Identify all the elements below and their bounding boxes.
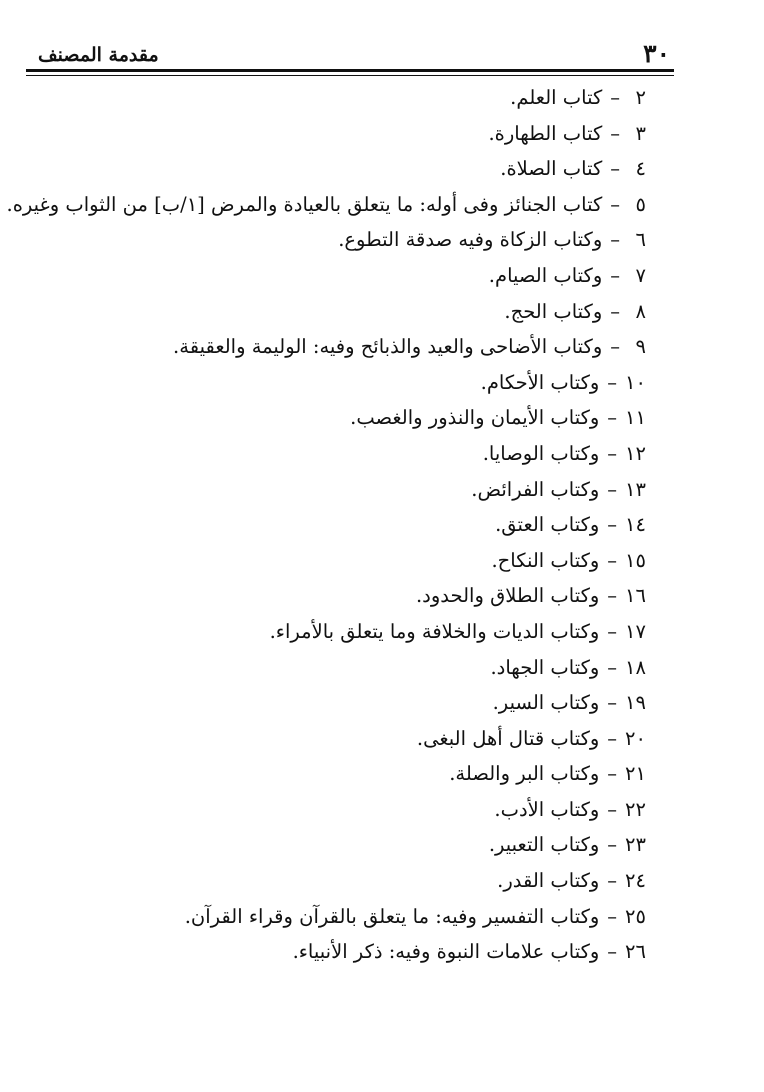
toc-item (6, 187, 646, 223)
toc-item (26, 827, 646, 863)
toc-item-number: ١١ (625, 406, 646, 430)
toc-item-text: وكتاب الجهاد. (490, 655, 600, 679)
toc-item-number: ٢٢ (625, 797, 646, 821)
page-number: ٣٠ (643, 39, 670, 68)
toc-item-number: ٢١ (625, 762, 646, 786)
toc-item (26, 365, 646, 401)
toc-item (26, 650, 646, 686)
toc-item-number: ٩ (635, 335, 646, 359)
toc-item (26, 116, 646, 152)
toc-item-text: وكتاب الحج. (504, 299, 603, 323)
toc-item-dash: – (610, 228, 620, 252)
toc-item-text: وكتاب العتق. (495, 513, 600, 537)
toc-item-dash: – (607, 904, 618, 928)
toc-item-number: ١٠ (625, 370, 646, 394)
toc-item-text: وكتاب البر والصلة. (449, 762, 600, 786)
toc-item-number: ٤ (635, 157, 646, 181)
toc-item-text: كتاب الجنائز وفى أوله: ما يتعلق بالعيادة والمرض [١/ب] من الثواب وغيره. (6, 192, 603, 216)
toc-item-number: ٥ (635, 192, 646, 216)
toc-item-text: وكتاب الأيمان والنذور والغصب. (350, 406, 600, 430)
toc-item-text: وكتاب الطلاق والحدود. (415, 584, 600, 608)
toc-item-number: ١٩ (625, 691, 646, 715)
toc-item (26, 721, 646, 757)
toc-list (6, 80, 646, 970)
toc-item-dash: – (610, 86, 620, 109)
toc-item (26, 614, 646, 650)
toc-item-number: ٦ (635, 228, 646, 252)
toc-item (26, 258, 646, 294)
toc-item-number: ٢٤ (625, 869, 646, 893)
toc-item-number: ٢ (635, 86, 646, 109)
toc-item-text: وكتاب الأحكام. (480, 370, 600, 394)
toc-item-text: كتاب الطهارة. (488, 121, 603, 145)
toc-item-dash: – (610, 263, 620, 287)
toc-item (26, 472, 646, 508)
toc-item (26, 436, 646, 472)
toc-item-text: وكتاب الصيام. (488, 263, 603, 287)
toc-item-text: كتاب العلم. (510, 86, 603, 109)
toc-item-number: ٢٣ (625, 833, 646, 857)
toc-item (26, 400, 646, 436)
toc-item-number: ١٢ (625, 441, 646, 465)
toc-item-text: وكتاب قتال أهل البغى. (416, 726, 600, 750)
toc-item-text: وكتاب الأدب. (494, 797, 600, 821)
toc-item-dash: – (607, 548, 618, 572)
toc-item (26, 756, 646, 792)
toc-item (26, 507, 646, 543)
toc-item-text: وكتاب الوصايا. (482, 441, 600, 465)
toc-item-dash: – (607, 406, 618, 430)
toc-item-text: وكتاب الزكاة وفيه صدقة التطوع. (338, 228, 603, 252)
toc-item-number: ٢٦ (625, 940, 646, 964)
toc-item-text: وكتاب السير. (492, 691, 600, 715)
toc-item-dash: – (607, 513, 618, 537)
toc-item-text: وكتاب الأضاحى والعيد والذبائح وفيه: الوليمة والعقيقة. (173, 335, 603, 359)
toc-item-dash: – (607, 762, 618, 786)
toc-item (26, 543, 646, 579)
toc-item-dash: – (607, 441, 618, 465)
toc-item-text: وكتاب النكاح. (491, 548, 600, 572)
toc-item (26, 578, 646, 614)
toc-item-dash: – (607, 726, 618, 750)
toc-item-text: وكتاب علامات النبوة وفيه: ذكر الأنبياء. (292, 940, 600, 964)
toc-item-dash: – (607, 833, 618, 857)
toc-item-dash: – (607, 691, 618, 715)
toc-item-dash: – (607, 940, 618, 964)
toc-item-number: ١٥ (625, 548, 646, 572)
toc-item-dash: – (607, 584, 618, 608)
toc-item (26, 222, 646, 258)
toc-item-dash: – (607, 619, 618, 643)
toc-item-dash: – (607, 655, 618, 679)
toc-item (26, 792, 646, 828)
toc-item-dash: – (610, 192, 620, 216)
toc-item (26, 294, 646, 330)
running-title: مقدمة المصنف (38, 44, 159, 66)
toc-item-dash: – (607, 869, 618, 893)
toc-item-text: وكتاب القدر. (497, 869, 600, 893)
toc-item-dash: – (610, 157, 620, 181)
toc-item-number: ٧ (635, 263, 646, 287)
toc-item-dash: – (610, 299, 620, 323)
toc-item-number: ٢٥ (625, 904, 646, 928)
toc-item-text: وكتاب الفرائض. (471, 477, 600, 501)
toc-item-number: ٨ (635, 299, 646, 323)
toc-item-number: ١٣ (625, 477, 646, 501)
toc-item (26, 863, 646, 899)
header-rule-thin (26, 75, 674, 76)
toc-item-number: ١٧ (625, 619, 646, 643)
toc-item-text: وكتاب الديات والخلافة وما يتعلق بالأمراء. (269, 619, 600, 643)
toc-item (26, 80, 646, 116)
toc-item-dash: – (607, 797, 618, 821)
toc-item-dash: – (607, 370, 618, 394)
toc-item-dash: – (610, 335, 620, 359)
toc-item-text: كتاب الصلاة. (500, 157, 603, 181)
toc-item (26, 151, 646, 187)
toc-item (26, 899, 646, 935)
toc-item-number: ١٤ (625, 513, 646, 537)
toc-item (26, 934, 646, 970)
toc-item-number: ٣ (635, 121, 646, 145)
toc-item-dash: – (610, 121, 620, 145)
toc-item-number: ١٦ (625, 584, 646, 608)
toc-item (26, 685, 646, 721)
toc-item-text: وكتاب التعبير. (488, 833, 600, 857)
toc-item-number: ٢٠ (625, 726, 646, 750)
header-rule-thick (26, 69, 674, 72)
toc-item-number: ١٨ (625, 655, 646, 679)
toc-item (26, 329, 646, 365)
toc-item-text: وكتاب التفسير وفيه: ما يتعلق بالقرآن وقراء القرآن. (184, 904, 600, 928)
toc-item-dash: – (607, 477, 618, 501)
